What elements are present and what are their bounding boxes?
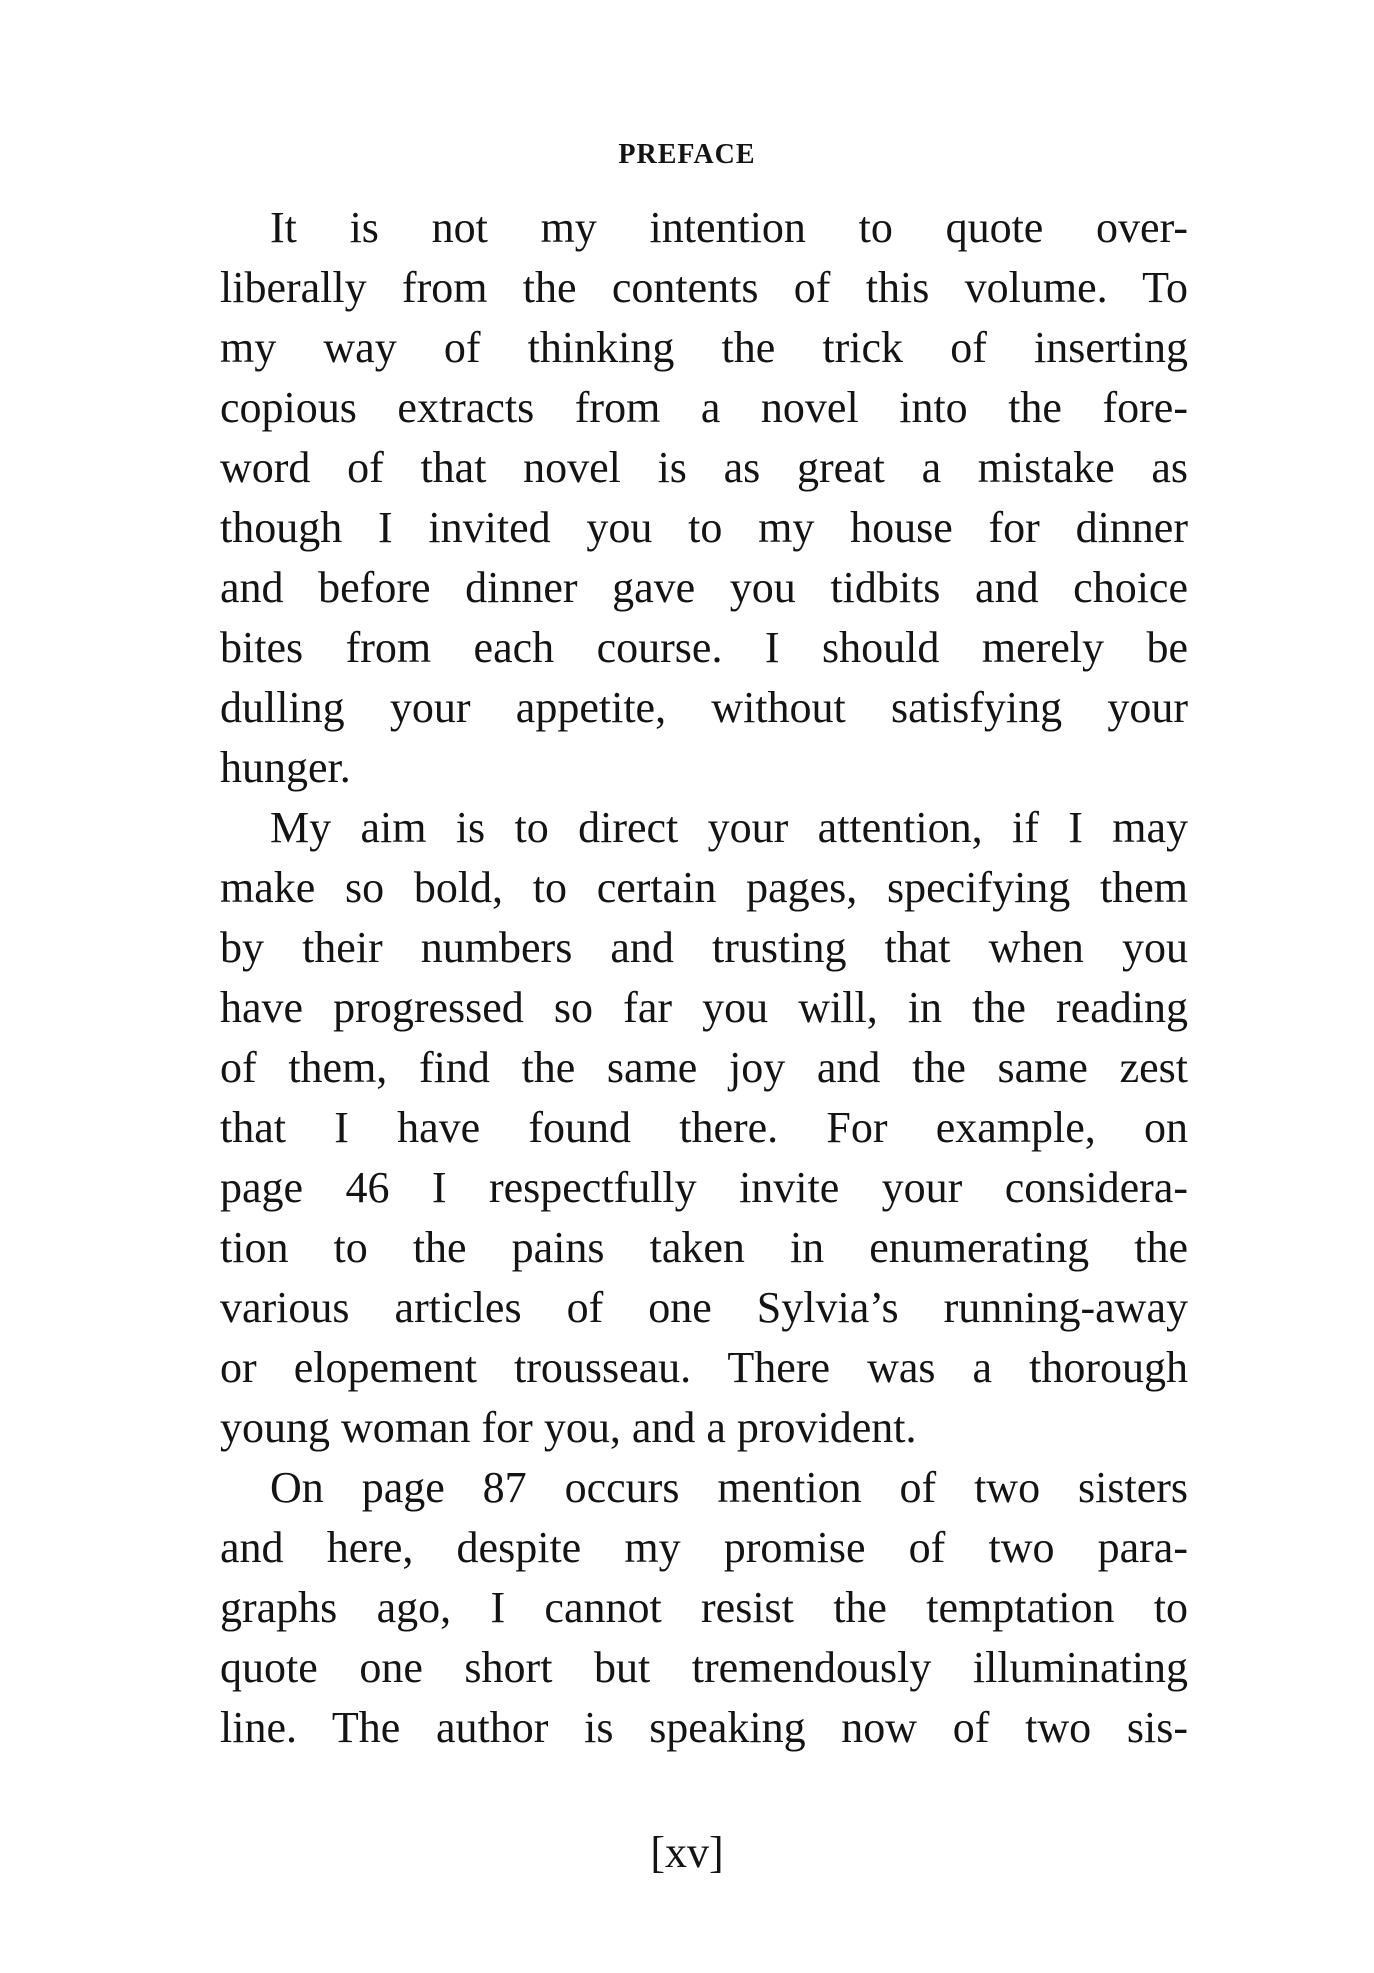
text-line: young woman for you, and a provident. bbox=[220, 1403, 917, 1452]
text-line: It is not my intention to quote over- bbox=[270, 203, 1188, 252]
text-line: make so bold, to certain pages, specifying them bbox=[220, 863, 1188, 912]
text-line: by their numbers and trusting that when you bbox=[220, 923, 1188, 972]
text-line: quote one short but tremendously illuminating bbox=[220, 1643, 1188, 1692]
text-line: On page 87 occurs mention of two sisters bbox=[270, 1463, 1188, 1512]
text-line: have progressed so far you will, in the reading bbox=[220, 983, 1188, 1032]
text-line: that I have found there. For example, on bbox=[220, 1103, 1188, 1152]
text-line: page 46 I respectfully invite your considera- bbox=[220, 1163, 1188, 1212]
text-line: and here, despite my promise of two para- bbox=[220, 1523, 1188, 1572]
text-line: my way of thinking the trick of inserting bbox=[220, 323, 1188, 372]
text-line: various articles of one Sylvia’s running-away bbox=[220, 1283, 1188, 1332]
text-line: of them, find the same joy and the same zest bbox=[220, 1043, 1188, 1092]
text-line: tion to the pains taken in enumerating the bbox=[220, 1223, 1188, 1272]
running-head: PREFACE bbox=[618, 139, 756, 170]
text-line: bites from each course. I should merely be bbox=[220, 623, 1188, 672]
text-line: liberally from the contents of this volume. To bbox=[220, 263, 1188, 312]
text-line: graphs ago, I cannot resist the temptation to bbox=[220, 1583, 1188, 1632]
text-line: though I invited you to my house for dinner bbox=[220, 503, 1188, 552]
page-number: [xv] bbox=[650, 1828, 724, 1877]
body-text bbox=[220, 198, 1188, 1758]
text-line: and before dinner gave you tidbits and choice bbox=[220, 563, 1188, 612]
paragraph-1 bbox=[220, 198, 1188, 798]
text-line: dulling your appetite, without satisfying your bbox=[220, 683, 1188, 732]
text-line: hunger. bbox=[220, 743, 351, 792]
text-line: My aim is to direct your attention, if I may bbox=[270, 803, 1188, 852]
paragraph-2 bbox=[220, 798, 1188, 1458]
text-line: word of that novel is as great a mistake as bbox=[220, 443, 1188, 492]
text-line: or elopement trousseau. There was a thorough bbox=[220, 1343, 1188, 1392]
text-line: line. The author is speaking now of two sis- bbox=[220, 1703, 1188, 1752]
text-line: copious extracts from a novel into the fore- bbox=[220, 383, 1188, 432]
paragraph-3 bbox=[220, 1458, 1188, 1758]
